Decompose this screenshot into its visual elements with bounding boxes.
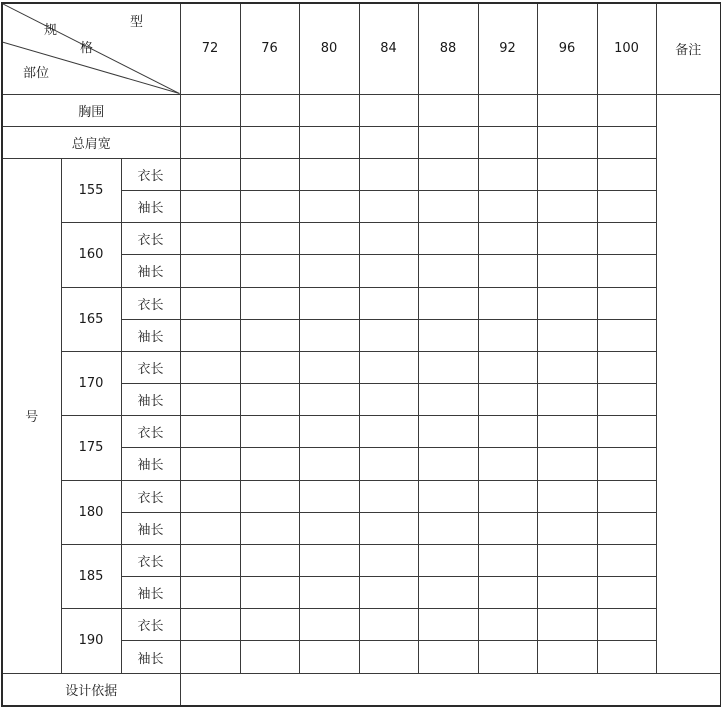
value-cell[interactable] — [537, 480, 597, 512]
value-cell[interactable] — [418, 126, 478, 158]
value-cell[interactable] — [537, 319, 597, 351]
value-cell[interactable] — [240, 255, 299, 287]
remark-header: 备注 — [656, 3, 721, 94]
row-shoulder — [2, 126, 721, 158]
number-label: 号 — [2, 158, 61, 673]
value-cell[interactable] — [299, 94, 359, 126]
value-cell[interactable] — [240, 319, 299, 351]
value-cell[interactable] — [180, 480, 240, 512]
value-cell[interactable] — [597, 609, 656, 641]
size-header-96: 96 — [537, 3, 597, 94]
row-label-chest: 胸围 — [2, 94, 180, 126]
value-cell[interactable] — [478, 319, 537, 351]
sub-label-sleeve: 袖长 — [121, 384, 180, 416]
value-cell[interactable] — [537, 544, 597, 576]
value-cell[interactable] — [478, 223, 537, 255]
value-cell[interactable] — [299, 319, 359, 351]
value-cell[interactable] — [597, 448, 656, 480]
value-cell[interactable] — [418, 351, 478, 383]
value-cell[interactable] — [537, 512, 597, 544]
size-header-92: 92 — [478, 3, 537, 94]
value-cell[interactable] — [597, 126, 656, 158]
value-cell[interactable] — [240, 416, 299, 448]
corner-label-part: 部位 — [23, 66, 50, 81]
row-175-length — [2, 416, 721, 448]
value-cell[interactable] — [299, 126, 359, 158]
sub-label-sleeve: 袖长 — [121, 319, 180, 351]
value-cell[interactable] — [478, 255, 537, 287]
sub-label-sleeve: 袖长 — [121, 512, 180, 544]
value-cell[interactable] — [597, 480, 656, 512]
value-cell[interactable] — [418, 158, 478, 190]
value-cell[interactable] — [180, 544, 240, 576]
value-cell[interactable] — [240, 223, 299, 255]
value-cell[interactable] — [597, 191, 656, 223]
value-cell[interactable] — [299, 448, 359, 480]
sub-label-sleeve: 袖长 — [121, 191, 180, 223]
row-170-length — [2, 351, 721, 383]
value-cell[interactable] — [359, 158, 418, 190]
value-cell[interactable] — [597, 416, 656, 448]
value-cell[interactable] — [240, 641, 299, 673]
height-175: 175 — [61, 416, 121, 480]
value-cell[interactable] — [180, 126, 240, 158]
value-cell[interactable] — [478, 287, 537, 319]
value-cell[interactable] — [240, 351, 299, 383]
value-cell[interactable] — [299, 544, 359, 576]
value-cell[interactable] — [597, 577, 656, 609]
value-cell[interactable] — [180, 641, 240, 673]
value-cell[interactable] — [537, 255, 597, 287]
sub-label-length: 衣长 — [121, 416, 180, 448]
sub-label-length: 衣长 — [121, 609, 180, 641]
value-cell[interactable] — [537, 448, 597, 480]
value-cell[interactable] — [359, 94, 418, 126]
value-cell[interactable] — [418, 416, 478, 448]
value-cell[interactable] — [418, 641, 478, 673]
value-cell[interactable] — [359, 641, 418, 673]
value-cell[interactable] — [418, 544, 478, 576]
value-cell[interactable] — [240, 448, 299, 480]
row-design-basis — [2, 673, 721, 706]
value-cell[interactable] — [299, 287, 359, 319]
value-cell[interactable] — [597, 255, 656, 287]
value-cell[interactable] — [299, 255, 359, 287]
sub-label-length: 衣长 — [121, 158, 180, 190]
height-190: 190 — [61, 609, 121, 673]
corner-label-spec-1: 规 — [44, 23, 58, 38]
value-cell[interactable] — [240, 480, 299, 512]
value-cell[interactable] — [537, 94, 597, 126]
diagonal-corner-header — [2, 3, 180, 94]
value-cell[interactable] — [359, 319, 418, 351]
value-cell[interactable] — [359, 223, 418, 255]
value-cell[interactable] — [240, 577, 299, 609]
value-cell[interactable] — [299, 384, 359, 416]
value-cell[interactable] — [180, 223, 240, 255]
value-cell[interactable] — [478, 609, 537, 641]
value-cell[interactable] — [478, 94, 537, 126]
sub-label-sleeve: 袖长 — [121, 448, 180, 480]
value-cell[interactable] — [180, 609, 240, 641]
value-cell[interactable] — [597, 512, 656, 544]
value-cell[interactable] — [299, 480, 359, 512]
value-cell[interactable] — [597, 94, 656, 126]
value-cell[interactable] — [359, 480, 418, 512]
sub-label-length: 衣长 — [121, 351, 180, 383]
value-cell[interactable] — [180, 577, 240, 609]
value-cell[interactable] — [180, 351, 240, 383]
value-cell[interactable] — [240, 384, 299, 416]
value-cell[interactable] — [537, 384, 597, 416]
value-cell[interactable] — [597, 223, 656, 255]
value-cell[interactable] — [359, 126, 418, 158]
sub-label-length: 衣长 — [121, 223, 180, 255]
value-cell[interactable] — [418, 448, 478, 480]
value-cell[interactable] — [537, 416, 597, 448]
value-cell[interactable] — [537, 223, 597, 255]
height-155: 155 — [61, 158, 121, 222]
value-cell[interactable] — [418, 191, 478, 223]
value-cell[interactable] — [299, 512, 359, 544]
value-cell[interactable] — [240, 287, 299, 319]
value-cell[interactable] — [478, 158, 537, 190]
size-header-88: 88 — [418, 3, 478, 94]
value-cell[interactable] — [537, 609, 597, 641]
sub-label-sleeve: 袖长 — [121, 641, 180, 673]
value-cell[interactable] — [597, 351, 656, 383]
value-cell[interactable] — [597, 158, 656, 190]
value-cell[interactable] — [478, 416, 537, 448]
value-cell[interactable] — [478, 384, 537, 416]
value-cell[interactable] — [418, 384, 478, 416]
value-cell[interactable] — [180, 448, 240, 480]
corner-label-type: 型 — [130, 15, 144, 30]
value-cell[interactable] — [597, 641, 656, 673]
value-cell[interactable] — [597, 544, 656, 576]
value-cell[interactable] — [418, 287, 478, 319]
value-cell[interactable] — [359, 191, 418, 223]
sub-label-length: 衣长 — [121, 480, 180, 512]
row-chest — [2, 94, 721, 126]
value-cell[interactable] — [240, 158, 299, 190]
value-cell[interactable] — [418, 577, 478, 609]
value-cell[interactable] — [597, 319, 656, 351]
height-185: 185 — [61, 544, 121, 608]
value-cell[interactable] — [537, 287, 597, 319]
height-165: 165 — [61, 287, 121, 351]
value-cell[interactable] — [299, 609, 359, 641]
size-header-84: 84 — [359, 3, 418, 94]
value-cell[interactable] — [478, 351, 537, 383]
value-cell[interactable] — [240, 191, 299, 223]
remark-cell[interactable] — [656, 94, 721, 673]
value-cell[interactable] — [597, 287, 656, 319]
corner-label-spec-2: 格 — [80, 41, 94, 56]
value-cell[interactable] — [299, 223, 359, 255]
sub-label-length: 衣长 — [121, 287, 180, 319]
size-header-76: 76 — [240, 3, 299, 94]
value-cell[interactable] — [537, 191, 597, 223]
value-cell[interactable] — [537, 126, 597, 158]
value-cell[interactable] — [537, 641, 597, 673]
size-header-72: 72 — [180, 3, 240, 94]
value-cell[interactable] — [478, 191, 537, 223]
value-cell[interactable] — [478, 126, 537, 158]
value-cell[interactable] — [299, 641, 359, 673]
value-cell[interactable] — [299, 158, 359, 190]
value-cell[interactable] — [240, 512, 299, 544]
value-cell[interactable] — [359, 384, 418, 416]
value-cell[interactable] — [299, 577, 359, 609]
sub-label-length: 衣长 — [121, 544, 180, 576]
value-cell[interactable] — [418, 94, 478, 126]
value-cell[interactable] — [418, 255, 478, 287]
height-170: 170 — [61, 351, 121, 415]
value-cell[interactable] — [180, 287, 240, 319]
value-cell[interactable] — [359, 609, 418, 641]
value-cell[interactable] — [180, 158, 240, 190]
value-cell[interactable] — [180, 512, 240, 544]
value-cell[interactable] — [299, 191, 359, 223]
value-cell[interactable] — [478, 641, 537, 673]
value-cell[interactable] — [240, 126, 299, 158]
value-cell[interactable] — [359, 416, 418, 448]
header-row — [2, 3, 721, 94]
value-cell[interactable] — [418, 480, 478, 512]
height-180: 180 — [61, 480, 121, 544]
row-190-length — [2, 609, 721, 641]
size-spec-table — [1, 2, 721, 707]
value-cell[interactable] — [299, 351, 359, 383]
value-cell[interactable] — [359, 255, 418, 287]
row-180-length — [2, 480, 721, 512]
value-cell[interactable] — [537, 577, 597, 609]
value-cell[interactable] — [180, 384, 240, 416]
value-cell[interactable] — [180, 416, 240, 448]
size-header-80: 80 — [299, 3, 359, 94]
value-cell[interactable] — [180, 319, 240, 351]
value-cell[interactable] — [180, 191, 240, 223]
value-cell[interactable] — [537, 351, 597, 383]
sub-label-sleeve: 袖长 — [121, 255, 180, 287]
value-cell[interactable] — [240, 609, 299, 641]
design-basis-value[interactable] — [180, 673, 721, 706]
row-185-length — [2, 544, 721, 576]
value-cell[interactable] — [240, 94, 299, 126]
value-cell[interactable] — [240, 544, 299, 576]
value-cell[interactable] — [478, 448, 537, 480]
value-cell[interactable] — [418, 319, 478, 351]
size-spec-sheet — [1, 2, 720, 707]
value-cell[interactable] — [418, 512, 478, 544]
design-basis-label: 设计依据 — [2, 673, 180, 706]
value-cell[interactable] — [478, 544, 537, 576]
value-cell[interactable] — [359, 544, 418, 576]
value-cell[interactable] — [597, 384, 656, 416]
value-cell[interactable] — [537, 158, 597, 190]
value-cell[interactable] — [359, 577, 418, 609]
value-cell[interactable] — [418, 609, 478, 641]
value-cell[interactable] — [180, 94, 240, 126]
value-cell[interactable] — [359, 448, 418, 480]
value-cell[interactable] — [359, 351, 418, 383]
value-cell[interactable] — [478, 512, 537, 544]
value-cell[interactable] — [418, 223, 478, 255]
row-155-length — [2, 158, 721, 190]
row-160-length — [2, 223, 721, 255]
value-cell[interactable] — [478, 480, 537, 512]
row-165-length — [2, 287, 721, 319]
value-cell[interactable] — [299, 416, 359, 448]
row-label-shoulder: 总肩宽 — [2, 126, 180, 158]
height-160: 160 — [61, 223, 121, 287]
value-cell[interactable] — [359, 512, 418, 544]
value-cell[interactable] — [180, 255, 240, 287]
value-cell[interactable] — [478, 577, 537, 609]
size-header-100: 100 — [597, 3, 656, 94]
sub-label-sleeve: 袖长 — [121, 577, 180, 609]
value-cell[interactable] — [359, 287, 418, 319]
